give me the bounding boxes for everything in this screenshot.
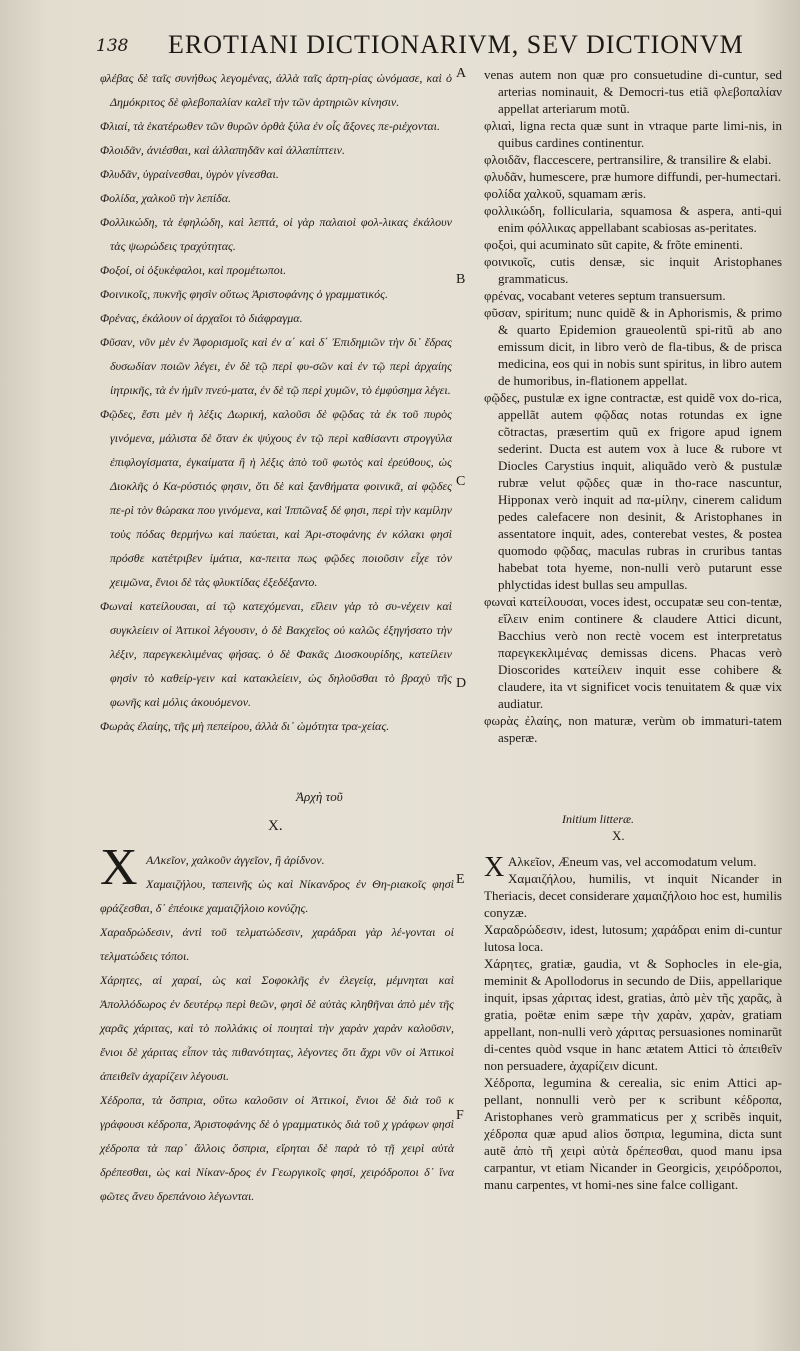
latin-entry: Χάρητες, gratiæ, gaudia, vt & Sophocles in ele-gia, meminit & Apollodorus in secundo de Diis, appellarique inquit, ipsas χάριτας idest, gratias, ἀπὸ μὲν τῆς χαρᾶς, à gratia, poëtæ enim sæpe τὴν χαρὰν, χαρὰν, gratiam appellant, non-nulli verò χάριτας persuasiones nominarũt di-centes quòd vsque in hanc ætatem Attici τὸ ἀπειθεῖν non persuadere, ἀχαρίζειν dicunt. bbox=[484, 956, 782, 1073]
greek-section-heading: Ἀρχὴ τοῦ bbox=[296, 789, 343, 804]
latin-entry: Χαραδρώδεσιν, idest, lutosum; χαράδραι enim di-cuntur lutosa loca. bbox=[484, 922, 782, 954]
greek-entry: Φλοιδᾶν, ἀνιέσθαι, καὶ ἀλλαπηδᾶν καὶ ἀλλαπίπτειν. bbox=[100, 143, 345, 157]
greek-entry: Φῦσαν, νῦν μὲν ἐν Ἀφορισμοῖς καὶ ἐν α΄ καὶ δ΄ Ἐπιδημιῶν τὴν δι᾽ ἕδρας δυσωδίαν ποιῶν λέγει, ἐν δὲ τῷ περὶ φυ-σῶν καὶ ἐν τῷ περὶ ἀρχαίης ἰητρικῆς, τὰ ἐν ἡμῖν πνεύ-ματα, ἐν δὲ τῷ περὶ χυμῶν, τὸ ἐμφύσημα λέγει. bbox=[100, 335, 452, 397]
greek-entry: Φολλικώδη, τὰ ἐφηλώδη, καὶ λεπτά, οἱ γὰρ παλαιοὶ φολ-λικας ἐκάλουν τὰς ψωρώδεις τραχύτητας. bbox=[100, 215, 452, 253]
latin-entry: φωναὶ κατείλουσαι, voces idest, occupatæ seu con-tentæ, εἴλειν enim continere & claudere Attici dicunt, Bacchius verò non rectè vocem est interpretatus παρεγκεκλιμένας demissas dicens. Phacas verò Dioscorides κατείλειν inquit esse cohibere & claudere, ita vt significet vocis tenuitatem & quæ vix audiatur. bbox=[484, 594, 782, 711]
margin-marker-c: C bbox=[456, 474, 466, 489]
latin-entry: φῷδες, pustulæ ex igne contractæ, est quidẽ vox do-rica, appellãt autem φῷδας notas rotundas ex igne cõtractas, præsertim quũ ex frigore apud ignem sederint. Ducta est autem vox à luce & rubore vt Diocles Carystius inquit, aliquãdo verò & pustulæ rubræ velut φῷδες quæ in tho-race nascuntur, Hipponax verò inquit ad πα-μίλην, cinerem calidum pedes calefacere non desinit, & Aristophanes in assentatore inquit, ades, conterebat vestes, & postea quomodo φῷδας, maculas rubras in cruribus tantas habebat tota hyeme, non-nulli verò putarunt esse phlyctidas idest bullas seu ampullas. bbox=[484, 390, 782, 592]
latin-entry: venas autem non quæ pro consuetudine di-cuntur, sed arterias nominauit, & Democri-tus etiã φλεβοπαλίαν appellat arteriarum motũ. bbox=[484, 67, 782, 116]
latin-column-chi bbox=[484, 853, 782, 1193]
latin-section-heading: Initium litteræ. bbox=[562, 812, 634, 826]
greek-entry: Φωναὶ κατείλουσαι, αἱ τῷ κατεχόμεναι, εἴλειν γὰρ τὸ συ-νέχειν καὶ συγκλείειν οἱ Ἀττικοὶ λέγουσιν, ὁ δὲ Βακχεῖος οὐ καλῶς ἐξηγήσατο τὴν λέξιν, παρεγκεκλιμένας φήσας. ὁ δὲ Φακᾶς Διοσκουρίδης, κατείλειν φησὶν τὸ καθείρ-γειν καὶ κατακλείειν, ὡς δηλοῦσθαι τὸ βραχὺ τῆς φωνῆς καὶ μόλις ἀκουόμενον. bbox=[100, 599, 452, 709]
greek-entry: Φοξοί, οἱ ὀξυκέφαλοι, καὶ προμέτωποι. bbox=[100, 263, 287, 277]
latin-entry: φλοιδᾶν, flaccescere, pertransilire, & transilire & elabi. bbox=[484, 152, 772, 167]
greek-section-letter: Χ. bbox=[268, 818, 283, 834]
latin-entry: φῦσαν, spiritum; nunc quidẽ & in Aphorismis, & primo & quarto Epidemion graueolentũ spi-ritũ ab ano emissum dicit, in libro verò de fla-tibus, & de prisca medicina, eos qui in nobis sunt spiritus, in libro autem de humoribus, in-flationem appellat. bbox=[484, 305, 782, 388]
greek-entry: Φολίδα, χαλκοῦ τὴν λεπίδα. bbox=[100, 191, 232, 205]
latin-entry: Χαμαιζήλου, humilis, vt inquit Nicander in Theriacis, decet considerare χαμαιζήλοιο hoc est, humilis conyzæ. bbox=[484, 871, 782, 920]
latin-entry: φλυδᾶν, humescere, præ humore diffundi, per-humectari. bbox=[484, 169, 782, 184]
greek-entry: Φλιαί, τὰ ἑκατέρωθεν τῶν θυρῶν ὀρθὰ ξύλα ἐν οἷς ἄξονες πε-ριέχονται. bbox=[100, 119, 440, 133]
greek-column-chi bbox=[100, 848, 454, 1208]
page-header bbox=[96, 28, 770, 64]
latin-entry: φρένας, vocabant veteres septum transuersum. bbox=[484, 288, 726, 303]
latin-entry: Αλκεῖον, Æneum vas, vel accomodatum velum. bbox=[508, 854, 757, 869]
greek-entry: ΑΛκεῖον, χαλκοῦν ἀγγεῖον, ἢ ἀρίδνον. bbox=[146, 853, 325, 867]
latin-entry: Χέδροπα, legumina & cerealia, sic enim Attici ap-pellant, nonnulli verò per κ scribunt κέδροπα, Aristophanes verò grammaticus per χ scribẽs inquit, χέδροπα quæ apud alios ὄσπρια, legumina, dicta sunt autẽ ἀπὸ τῆ χειρὶ αὐτὰ δρέπεσθαι, quod manu ipsa carpantur, vt etiam Nicander in Georgicis, χειρόδροποι, manu carpentes, vt homi-nes sine falce colligant. bbox=[484, 1075, 782, 1192]
latin-entry: φοινικοῖς, cutis densæ, sic inquit Aristophanes grammaticus. bbox=[484, 254, 782, 286]
greek-entry: Φοινικοῖς, πυκνῆς φησὶν οὕτως Ἀριστοφάνης ὁ γραμματικός. bbox=[100, 287, 388, 301]
latin-entry: φολίδα χαλκοῦ, squamam æris. bbox=[484, 186, 647, 201]
margin-marker-f: F bbox=[456, 1108, 464, 1123]
greek-entry: Χάρητες, αἱ χαραί, ὡς καὶ Σοφοκλῆς ἐν ἐλεγείᾳ, μέμνηται καὶ Ἀπολλόδωρος ἐν δευτέρῳ περὶ θεῶν, φησὶ δὲ αὐτὰς κληθῆναι ἀπὸ μὲν τῆς χαρᾶς χάριτας, καὶ τὸ πολλάκις οἱ ποιηταὶ τὴν χαρὰν χαρὰν καλοῦσιν, ἔνιοι δὲ χάριτας εἶπον τὰς πιθανότητας, λέγοντες ὅτι ἄχρι νῦν οἱ Ἀττικοὶ ἀπειθεῖν ἀχαρίζειν λέγουσι. bbox=[100, 973, 454, 1083]
latin-section-letter: X. bbox=[612, 828, 625, 843]
margin-marker-a: A bbox=[456, 66, 467, 81]
greek-entry: Φωρὰς ἐλαίης, τῆς μὴ πεπείρου, ἀλλὰ δι᾽ ὠμότητα τρα-χείας. bbox=[100, 719, 390, 733]
running-title: EROTIANI DICTIONARIVM, SEV DICTIONVM bbox=[168, 30, 744, 59]
greek-entry: φλέβας δὲ ταῖς συνήθως λεγομένας, ἀλλὰ ταῖς ἀρτη-ρίας ὠνόμασε, καὶ ὁ Δημόκριτος δὲ φλεβοπαλίαν καλεῖ τὴν τῶν ἀρτηριῶν κίνησιν. bbox=[100, 71, 452, 109]
greek-entry: Φλυδᾶν, ὑγραίνεσθαι, ὑγρὸν γίνεσθαι. bbox=[100, 167, 279, 181]
greek-column bbox=[100, 66, 452, 738]
latin-dropcap: X bbox=[484, 852, 505, 883]
latin-column bbox=[484, 66, 782, 746]
margin-marker-d: D bbox=[456, 676, 467, 691]
greek-dropcap: X bbox=[100, 839, 138, 896]
greek-entry: Χαραδρώδεσιν, ἀντὶ τοῦ τελματώδεσιν, χαράδραι γὰρ λέ-γονται οἱ τελματώδεις τόποι. bbox=[100, 925, 454, 963]
greek-entry: Φρένας, ἐκάλουν οἱ ἀρχαῖοι τὸ διάφραγμα. bbox=[100, 311, 303, 325]
latin-entry: φλιαὶ, ligna recta quæ sunt in vtraque parte limi-nis, in quibus cardines continentur. bbox=[484, 118, 782, 150]
latin-entry: φολλικώδη, follicularia, squamosa & aspera, anti-qui enim φόλλικας appellabant scabiosas as-peritates. bbox=[484, 203, 782, 235]
latin-entry: φωρὰς ἐλαίης, non maturæ, verùm ob immaturi-tatem asperæ. bbox=[484, 713, 782, 745]
latin-entry: φοξοὶ, qui acuminato sũt capite, & frõte eminenti. bbox=[484, 237, 743, 252]
greek-entry: Χέδροπα, τὰ ὄσπρια, οὕτω καλοῦσιν οἱ Ἀττικοί, ἔνιοι δὲ διὰ τοῦ κ γράφουσι κέδροπα, Ἀριστοφάνης δὲ ὁ γραμματικὸς διὰ τοῦ χ γράφων φησὶ χέδροπα τὰ παρ᾽ ἄλλοις ὄσπρια, εἴρηται δὲ παρὰ τὸ τῇ χειρὶ αὐτὰ δρέπεσθαι, ὡς καὶ Νίκαν-δρος ἐν Γεωργικοῖς φησί, χειρόδροποι δ᾽ ἵνα φῶτες ἄνευ δρεπάνοιο λέγωνται. bbox=[100, 1093, 454, 1203]
page-number: 138 bbox=[96, 36, 129, 56]
greek-entry: Φῷδες, ἔστι μὲν ἡ λέξις Δωρική, καλοῦσι δὲ φῷδας τὰ ἐκ τοῦ πυρὸς γινόμενα, μάλιστα δὲ ὅταν ἐκ ψύχους ἐν τῷ περὶ καθίσαντι στρογγύλα ἐπιφλογίσματα, ἐγκαίματα ἢ ἡ λέξις ἀπὸ τοῦ φωτὸς καὶ ἐρεύθους, ὡς Διοκλῆς ὁ Κα-ρύστιός φησιν, ὅτι δὲ καὶ ξανθήματα φοινικᾶ, αἱ φῷδες πε-ρὶ τὸν θώρακα που γινόμενα, καὶ Ἱππῶναξ δέ φησι, περὶ τὴν καμίλην τοὺς πόδας θερμήνω καὶ παύεται, καὶ Ἀρι-στοφάνης ἐν κόλακι φησὶ πρόσθε κατέτριβεν ἱμάτια, κα-πειτα πως φῷδες ποιοῦσιν εἶχε τὸν χειμῶνα, ἔνιοι δὲ τὰς φλυκτίδας ἐξεδέξαντο. bbox=[100, 407, 452, 589]
margin-marker-e: E bbox=[456, 872, 465, 887]
greek-entry: Χαμαιζήλου, ταπεινῆς ὡς καὶ Νίκανδρος ἐν Θη-ριακοῖς φησὶ φράζεσθαι, δ᾽ ἐπέοικε χαμαιζήλοιο κονύζης. bbox=[100, 877, 454, 915]
margin-marker-b: B bbox=[456, 272, 466, 287]
